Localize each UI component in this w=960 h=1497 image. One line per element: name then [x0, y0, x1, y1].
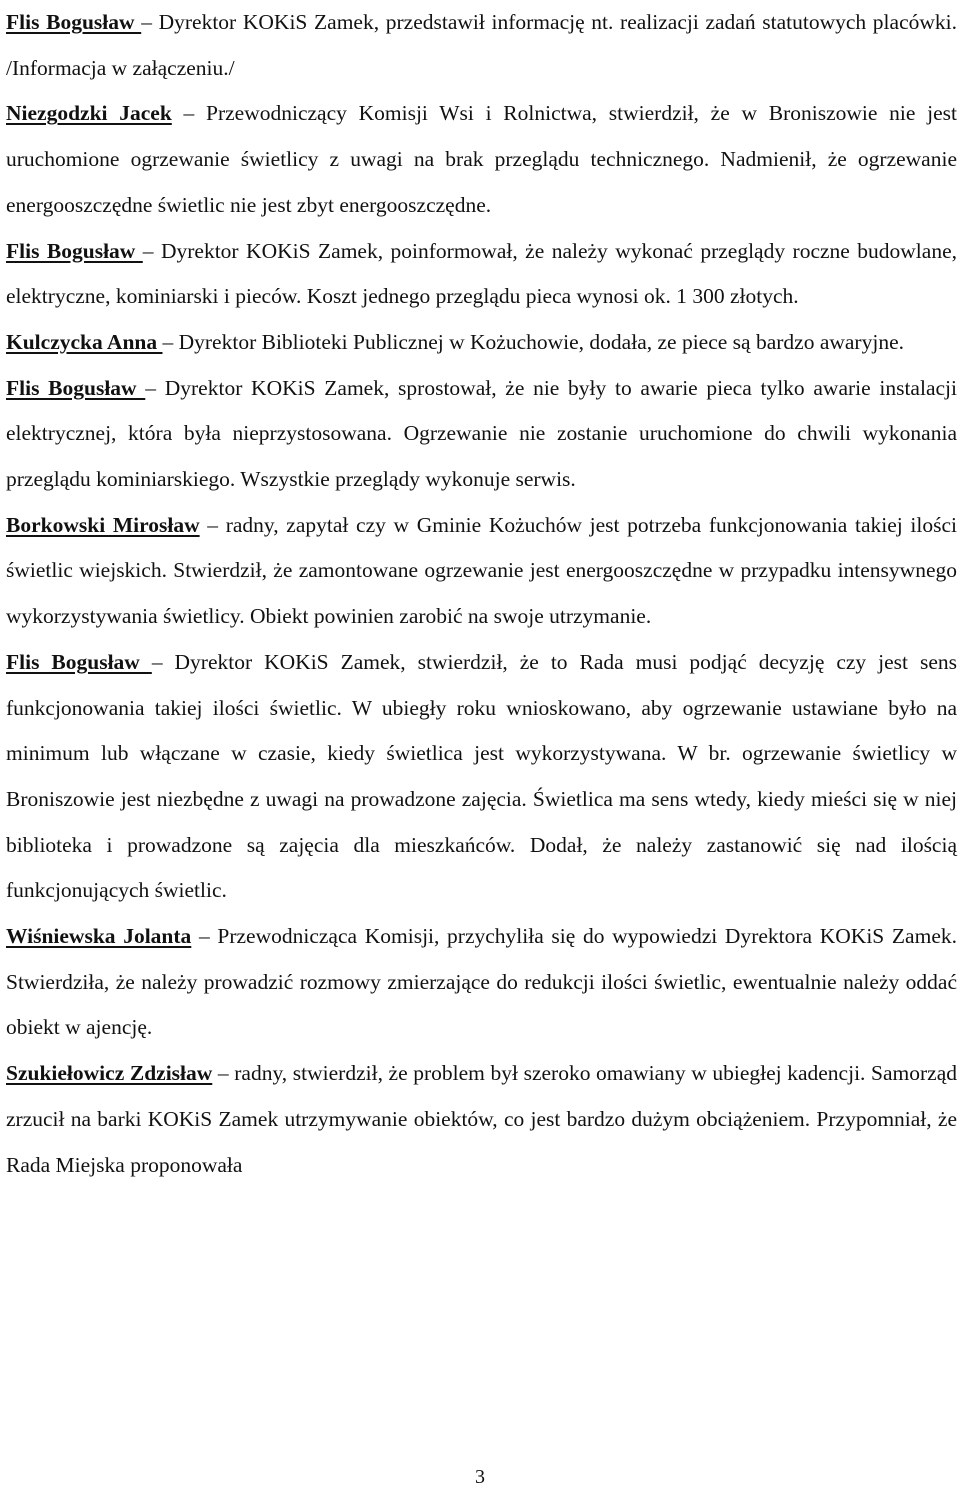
paragraph-8 [6, 914, 957, 1051]
paragraph-text: – Przewodniczący Komisji Wsi i Rolnictwa, stwierdził, że w Broniszowie nie jest uruchomione ogrzewanie świetlicy z uwagi na brak przeglądu technicznego. Nadmienił, że ogrzewanie energooszczędne świetlic nie jest zbyt energooszczędne. [6, 101, 957, 217]
paragraph-text: – Dyrektor KOKiS Zamek, poinformował, że należy wykonać przeglądy roczne budowlane, elektryczne, kominiarski i pieców. Koszt jednego przeglądu pieca wynosi ok. 1 300 złotych. [6, 238, 957, 309]
speaker-name: Flis Bogusław [6, 375, 146, 400]
paragraph-text: – Dyrektor KOKiS Zamek, stwierdził, że to Rada musi podjąć decyzję czy jest sens funkcjonowania takiej ilości świetlic. W ubiegły roku wnioskowano, aby ogrzewanie ustawiane było na minimum lub włączane w czasie, kiedy świetlica jest wykorzystywana. W br. ogrzewanie świetlicy w Broniszowie jest niezbędne z uwagi na prowadzone zajęcia. Świetlica ma sens wtedy, kiedy mieści się w niej biblioteka i prowadzone są zajęcia dla mieszkańców. Dodał, że należy zastanowić się nad ilością funkcjonujących świetlic. [6, 649, 957, 903]
paragraph-7 [6, 640, 957, 914]
paragraph-text: – radny, zapytał czy w Gminie Kożuchów jest potrzeba funkcjonowania takiej ilości świetlic wiejskich. Stwierdził, że zamontowane ogrzewanie jest energooszczędne w przypadku intensywnego wykorzystywania świetlicy. Obiekt powinien zarobić na swoje utrzymanie. [6, 512, 958, 629]
speaker-name: Flis Bogusław [6, 238, 143, 263]
paragraph-6 [6, 503, 957, 640]
page-number: 3 [475, 1466, 485, 1488]
speaker-name: Wiśniewska Jolanta [6, 924, 192, 949]
speaker-name: Niezgodzki Jacek [6, 101, 172, 126]
paragraph-5 [6, 366, 957, 503]
speaker-name: Flis Bogusław [6, 10, 142, 34]
paragraph-text: – Dyrektor KOKiS Zamek, sprostował, że nie były to awarie pieca tylko awarie instalacji elektrycznej, która była nieprzystosowana. Ogrzewanie nie zostanie uruchomione do chwili wykonania przeglądu kominiarskiego. Wszystkie przeglądy wykonuje serwis. [6, 375, 957, 492]
speaker-name: Szukiełowicz Zdzisław [6, 1061, 213, 1086]
speaker-name: Flis Bogusław [6, 649, 152, 674]
paragraph-3 [6, 229, 957, 320]
paragraph-text: – Dyrektor KOKiS Zamek, przedstawił informację nt. realizacji zadań statutowych placówki. /Informacja w załączeniu./ [6, 10, 957, 80]
document-body [6, 0, 957, 1188]
speaker-name: Kulczycka Anna [6, 329, 163, 354]
paragraph-1 [6, 0, 957, 91]
paragraph-text: – Dyrektor Biblioteki Publicznej w Kożuchowie, dodała, ze piece są bardzo awaryjne. [162, 329, 904, 354]
speaker-name: Borkowski Mirosław [6, 512, 200, 537]
paragraph-4 [6, 320, 957, 366]
paragraph-9 [6, 1051, 957, 1188]
paragraph-2 [6, 91, 957, 228]
paragraph-text: – radny, stwierdził, że problem był szeroko omawiany w ubiegłej kadencji. Samorząd zrzucił na barki KOKiS Zamek utrzymywanie obiektów, co jest bardzo dużym obciążeniem. Przypomniał, że Rada Miejska proponowała [6, 1061, 957, 1177]
paragraph-text: – Przewodnicząca Komisji, przychyliła się do wypowiedzi Dyrektora KOKiS Zamek. Stwierdziła, że należy prowadzić rozmowy zmierzające do redukcji ilości świetlic, ewentualnie należy oddać obiekt w ajencję. [6, 924, 957, 1040]
